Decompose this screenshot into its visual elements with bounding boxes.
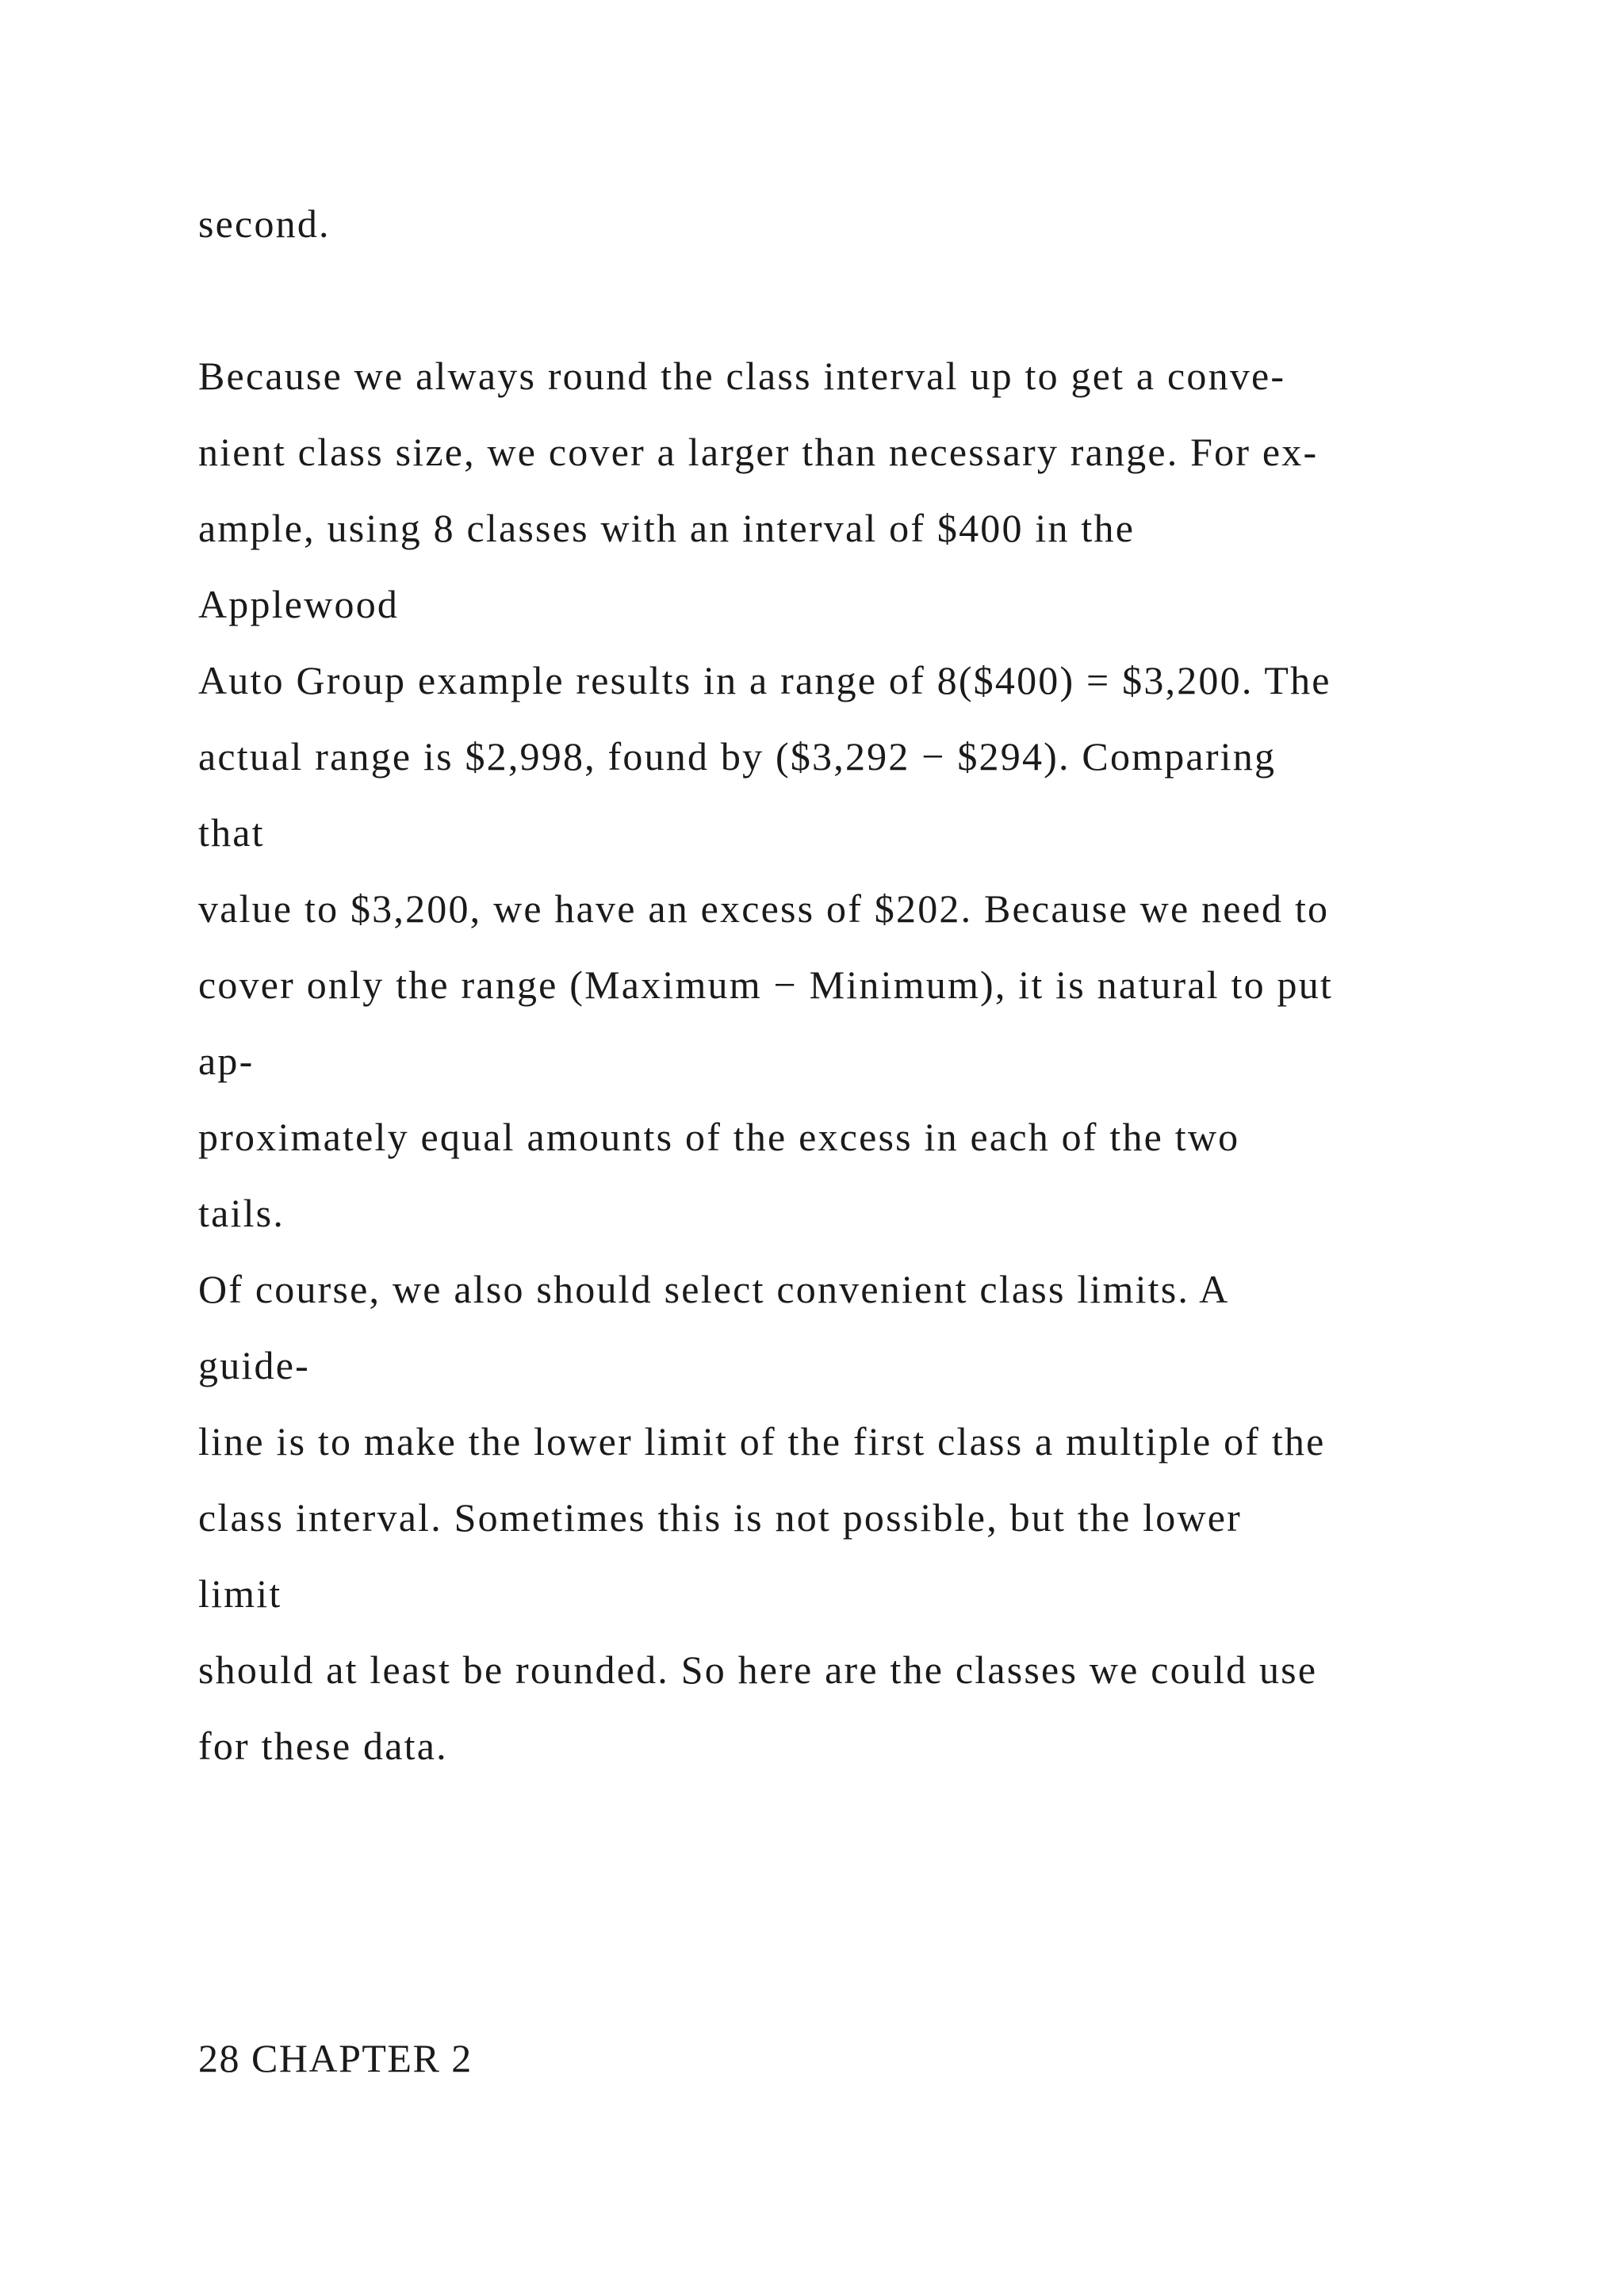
body-line: nient class size, we cover a larger than necessary range. For ex- — [198, 430, 1319, 474]
opening-fragment-block — [198, 186, 1507, 262]
page-footer: 28 CHAPTER 2 — [198, 2036, 473, 2080]
body-line: tails. — [198, 1191, 285, 1235]
body-line: that — [198, 810, 265, 855]
body-line: Applewood — [198, 582, 400, 626]
body-line: for these data. — [198, 1724, 448, 1768]
body-paragraph — [198, 338, 1507, 1784]
body-line: cover only the range (Maximum − Minimum), it is natural to put — [198, 962, 1334, 1007]
body-line: ap- — [198, 1039, 255, 1083]
opening-fragment: second. — [198, 201, 331, 246]
body-line: limit — [198, 1571, 282, 1616]
body-line: Auto Group example results in a range of 8($400) = $3,200. The — [198, 658, 1331, 702]
body-line: value to $3,200, we have an excess of $202. Because we need to — [198, 886, 1330, 931]
body-line: proximately equal amounts of the excess in each of the two — [198, 1115, 1240, 1159]
body-line: line is to make the lower limit of the first class a multiple of the — [198, 1419, 1326, 1464]
body-line: ample, using 8 classes with an interval of $400 in the — [198, 506, 1136, 550]
body-line: class interval. Sometimes this is not possible, but the lower — [198, 1495, 1243, 1540]
body-line: Of course, we also should select convenient class limits. A — [198, 1267, 1230, 1311]
body-line: actual range is $2,998, found by ($3,292 − $294). Comparing — [198, 734, 1277, 779]
body-line: guide- — [198, 1343, 310, 1387]
body-line: Because we always round the class interval up to get a conve- — [198, 354, 1286, 398]
body-line: should at least be rounded. So here are the classes we could use — [198, 1647, 1318, 1692]
